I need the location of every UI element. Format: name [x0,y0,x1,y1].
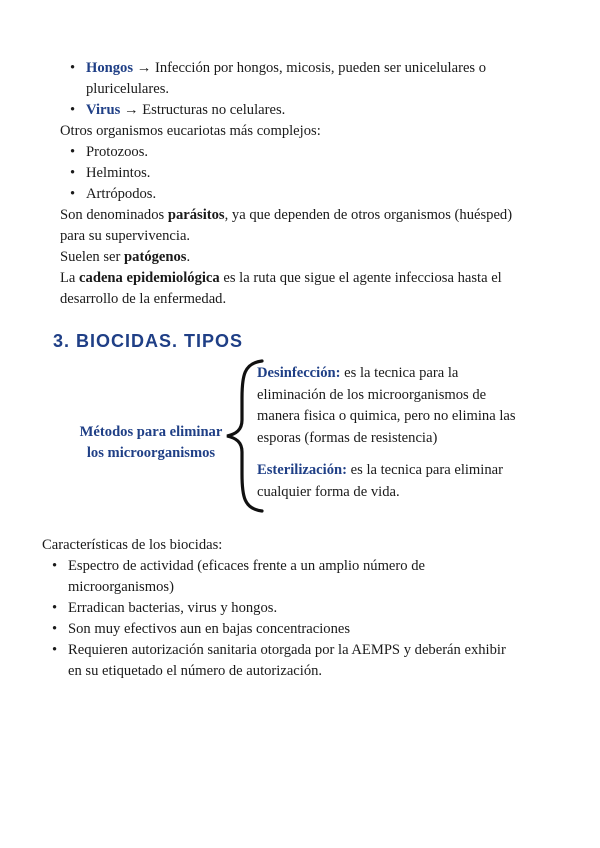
text: La [60,270,80,286]
bullet-icon: • [70,186,76,202]
list-item-text: Artrópodos. [86,186,157,202]
list-item [52,556,582,598]
arrow-right-icon: → [123,102,139,118]
text: Suelen ser [60,249,125,265]
paragraph: Características de los biocidas: [42,537,223,553]
bullet-icon: • [52,558,58,574]
term: Desinfección: [257,365,341,381]
list-item [70,100,540,121]
text: esporas (formas de resistencia) [257,429,438,446]
bold-term: parásitos [167,207,225,223]
text: Métodos para eliminar [79,424,223,440]
list-item [52,598,277,619]
text: Son denominados [60,207,168,223]
term: Esterilización: [257,462,347,478]
bold-term: cadena epidemiológica [79,270,220,286]
bullet-icon: • [70,60,76,76]
bullet-icon: • [52,600,58,616]
definition-disinfection [257,363,572,449]
bullet-text: Infección por hongos, micosis, pueden ser unicelulares o [154,60,487,76]
list-item-text: Protozoos. [86,144,149,160]
bullet-text-cont: pluricelulares. [86,81,170,97]
bullet-icon: • [70,165,76,181]
text: en su etiquetado el número de autorización. [68,663,323,679]
text: eliminación de los microorganismos de [257,386,487,403]
text: desarrollo de la enfermedad. [60,291,227,307]
methods-label [70,422,232,464]
text: . [186,249,191,265]
bullet-icon: • [70,102,76,118]
term-hongos: Hongos [86,60,134,76]
text: es la tecnica para la [340,365,459,381]
paragraph-parasites [60,205,580,247]
bullet-icon: • [70,144,76,160]
arrow-right-icon: → [136,60,152,76]
term-virus: Virus [86,102,121,118]
list-item-text: Helmintos. [86,165,151,181]
bullet-text: Estructuras no celulares. [142,102,286,118]
text: Son muy efectivos aun en bajas concentraciones [68,621,351,637]
bold-term: patógenos [124,249,187,265]
paragraph-chain [60,268,580,310]
text: , ya que dependen de otros organismos (huésped) [224,207,513,223]
text: es la ruta que sigue el agente infecciosa hasta el [219,270,502,286]
text: es la tecnica para eliminar [346,462,503,478]
paragraph-pathogens [60,247,190,268]
paragraph: Otros organismos eucariotas más complejos: [60,123,321,139]
text: los microorganismos [86,445,216,461]
list-item [52,619,350,640]
text: cualquier forma de vida. [257,483,400,500]
text: manera fisica o quimica, pero no elimina las [257,408,516,424]
text: Espectro de actividad (eficaces frente a un amplio número de [68,558,425,574]
text: Erradican bacterias, virus y hongos. [68,600,278,616]
list-item [70,163,150,184]
list-item [52,640,582,682]
text: para su supervivencia. [60,228,191,244]
definition-sterilization [257,460,572,503]
text: Requieren autorización sanitaria otorgada por la AEMPS y deberán exhibir [68,642,506,658]
list-item [70,184,156,205]
bullet-icon: • [52,621,58,637]
list-item [70,142,148,163]
section-heading: 3. BIOCIDAS. TIPOS [53,331,244,351]
list-item [70,58,540,100]
text: microorganismos) [68,579,174,595]
bullet-icon: • [52,642,58,658]
